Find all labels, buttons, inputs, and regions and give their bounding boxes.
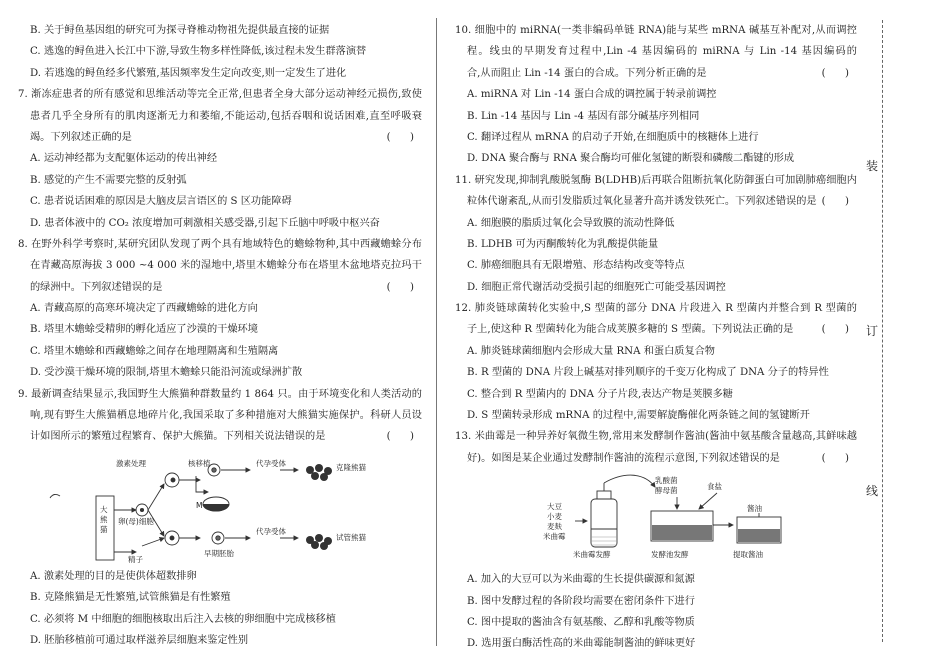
answer-paren: ( ) (821, 324, 849, 336)
q9-option-b: B. 克隆熊猫是无性繁殖,试管熊猫是有性繁殖 (30, 592, 231, 604)
q8-option-d: D. 受沙漠干燥环境的限制,塔里木蟾蜍只能沿河流或绿洲扩散 (30, 367, 303, 379)
q12-stem-line: 子上,使这种 R 型菌转化为能合成荚膜多糖的 S 型菌。下列说法正确的是 (467, 324, 794, 336)
q8-option-a: A. 青藏高原的高寒环境决定了西藏蟾蜍的进化方向 (30, 303, 258, 315)
q10-option-c: C. 翻译过程从 mRNA 的启动子开始,在细胞质中的核糖体上进行 (467, 131, 759, 143)
q7-stem-line: 患者几乎全身所有的肌肉逐渐无力和萎缩,不能运动,包括吞咽和说话困难,直至呼吸衰 (30, 110, 422, 122)
fig-label-clone: 克隆熊猫 (336, 462, 366, 472)
q12-option-c: C. 整合到 R 型菌内的 DNA 分子片段,表达产物是荚膜多糖 (467, 388, 733, 400)
q9-option-d: D. 胚胎移植前可通过取样滋养层细胞来鉴定性别 (30, 634, 249, 646)
panda-ear-icon (50, 494, 60, 498)
q12-option-a: A. 肺炎链球菌细胞内会形成大量 RNA 和蛋白质复合物 (467, 345, 715, 357)
fig-label-early-embryo: 早期胚胎 (204, 548, 234, 558)
q6-option-c: C. 逃逸的鲟鱼进入长江中下游,导致生物多样性降低,该过程未发生群落演替 (30, 46, 367, 58)
fig-label-oocyte: 卵(母)细胞 (118, 516, 154, 526)
fig-label-hormone: 激素处理 (116, 458, 146, 468)
fermenter-icon (591, 499, 617, 547)
q13-option-d: D. 选用蛋白酶活性高的米曲霉能制酱油的鲜味更好 (467, 638, 696, 650)
q8-stem-line: 的绿洲中。下列叙述错误的是 (30, 281, 163, 293)
q7-stem-last (18, 127, 422, 148)
q12-stem-last (455, 319, 857, 340)
fig-label-sperm: 精子 (128, 554, 143, 564)
fig-label-stage-3: 提取酱油 (733, 550, 763, 560)
fig-label-soy: 酱油 (747, 504, 762, 514)
q9-stem-line: 响,现有野生大熊猫栖息地碎片化,我国采取了多种措施对大熊猫实施保护。科研人员设 (30, 410, 422, 422)
q11-option-a: A. 细胞膜的脂质过氧化会导致膜的流动性降低 (467, 217, 675, 229)
q11-option-d: D. 细胞正常代谢活动受损引起的细胞死亡可能受基因调控 (467, 281, 726, 293)
q6-option-d: D. 若逃逸的鲟鱼经多代繁殖,基因频率发生定向改变,则一定发生了进化 (30, 67, 347, 79)
q7-option-c: C. 患者说话困难的原因是大脑皮层言语区的 S 区功能障碍 (30, 196, 292, 208)
binding-line (882, 20, 883, 642)
soy-liquid (738, 529, 780, 542)
q11-stem-line: 11. 研究发现,抑制乳酸脱氢酶 B(LDHB)后再联合阻断抗氧化防御蛋白可加剧肺癌细胞内 (455, 174, 857, 186)
q12-stem-line: 12. 肺炎链球菌转化实验中,S 型菌的部分 DNA 片段进入 R 型菌内并整合到 R 型菌的 (455, 303, 857, 315)
fig-label-stage-2: 发酵池发酵 (651, 550, 689, 560)
q13-figure (455, 469, 857, 569)
fig-label-raw-3: 麦麸 (547, 522, 562, 532)
q9-option-c: C. 必须将 M 中细胞的细胞核取出后注入去核的卵细胞中完成核移植 (30, 613, 336, 625)
q7-stem-line: 竭。下列叙述正确的是 (30, 131, 132, 143)
q10-option-b: B. Lin -14 基因与 Lin -4 基因有部分碱基序列相同 (467, 110, 700, 122)
q8-stem-line: 在青藏高原海拔 3 000 ~4 000 米的湿地中,塔里木蟾蜍分布在塔里木盆地塔克拉玛干 (30, 260, 422, 272)
q9-stem-line: 计如图所示的繁殖过程繁育、保护大熊猫。下列相关说法错误的是 (30, 431, 326, 443)
left-column (18, 20, 422, 651)
q11-option-b: B. LDHB 可为丙酮酸转化为乳酸提供能量 (467, 238, 659, 250)
fig-label-m: M (196, 500, 203, 510)
q10-stem-last (455, 63, 857, 84)
fig-label-ivf: 试管熊猫 (336, 532, 366, 542)
right-column (455, 20, 857, 655)
q12-option-d: D. S 型菌转录形成 mRNA 的过程中,需要解旋酶催化两条链之间的氢键断开 (467, 410, 810, 422)
q13-stem-line: 13. 米曲霉是一种异养好氧微生物,常用来发酵制作酱油(酱油中氨基酸含量越高,其鲜味越 (455, 431, 857, 443)
answer-paren: ( ) (821, 452, 849, 464)
fig-label-lactobacillus: 乳酸菌 (655, 476, 678, 486)
fig-label-raw-2: 小麦 (547, 512, 562, 522)
q7-option-b: B. 感觉的产生不需要完整的反射弧 (30, 174, 187, 186)
q7-stem-line: 7. 渐冻症患者的所有感觉和思维活动等完全正常,但患者全身大部分运动神经元损伤,致使 (18, 89, 422, 101)
margin-char-xian: 线 (866, 480, 878, 501)
margin-char-ding: 订 (866, 320, 878, 341)
q10-option-d: D. DNA 聚合酶与 RNA 聚合酶均可催化氢键的断裂和磷酸二酯键的形成 (467, 153, 795, 165)
q11-stem-last (455, 191, 857, 212)
q10-option-a: A. miRNA 对 Lin -14 蛋白合成的调控属于转录前调控 (467, 89, 717, 101)
soy-sauce-process-diagram (455, 469, 857, 569)
panda-breeding-diagram (18, 448, 422, 566)
q10-stem-line: 10. 细胞中的 miRNA(一类非编码单链 RNA)能与某些 mRNA 碱基互补配对,从而调控 (455, 25, 857, 36)
answer-paren: ( ) (821, 196, 849, 208)
q6-option-b: B. 关于鲟鱼基因组的研究可为探寻脊椎动物祖先提供最直接的证据 (30, 25, 330, 36)
column-divider (436, 18, 437, 646)
q10-stem-line: 合,从而阻止 Lin -14 蛋白的合成。下列分析正确的是 (467, 67, 707, 79)
q10-stem-line: 程。线虫的早期发育过程中,Lin -4 基因编码的 miRNA 与 Lin -14 基因编码的 (467, 46, 857, 58)
q13-option-c: C. 图中提取的酱油含有氨基酸、乙醇和乳酸等物质 (467, 616, 695, 628)
q13-stem-last (455, 448, 857, 469)
answer-paren: ( ) (386, 131, 414, 143)
q9-figure (18, 448, 422, 566)
margin-char-zhuang: 装 (866, 155, 878, 176)
q13-stem-line: 好)。如图是某企业通过发酵制作酱油的流程示意图,下列叙述错误的是 (467, 452, 780, 464)
answer-paren: ( ) (821, 67, 849, 79)
q11-option-c: C. 肺癌细胞具有无限增殖、形态结构改变等特点 (467, 260, 685, 272)
fig-label-nuclear: 核移植 (188, 458, 211, 468)
q8-stem-last (18, 277, 422, 298)
q8-option-c: C. 塔里木蟾蜍和西藏蟾蜍之间存在地理隔离和生殖隔离 (30, 345, 279, 357)
q8-option-b: B. 塔里木蟾蜍受精卵的孵化适应了沙漠的干燥环境 (30, 324, 258, 336)
fig-label-surrogate-1: 代孕受体 (256, 458, 286, 468)
fig-label-raw-1: 大豆 (547, 502, 562, 512)
answer-paren: ( ) (386, 281, 414, 293)
q7-option-a: A. 运动神经都为支配躯体运动的传出神经 (30, 153, 218, 165)
answer-paren: ( ) (386, 431, 414, 443)
q13-option-a: A. 加入的大豆可以为米曲霉的生长提供碳源和氮源 (467, 574, 695, 586)
q7-option-d: D. 患者体液中的 CO₂ 浓度增加可刺激相关感受器,引起下丘脑中呼吸中枢兴奋 (30, 217, 380, 229)
fermentation-liquid (652, 525, 712, 540)
fig-label-raw-4: 米曲霉 (543, 532, 566, 542)
q13-option-b: B. 图中发酵过程的各阶段均需要在密闭条件下进行 (467, 595, 695, 607)
q9-stem-line: 9. 最新调查结果显示,我国野生大熊猫种群数量约 1 864 只。由于环境变化和人类活动的 (18, 388, 422, 400)
fig-label-yeast: 酵母菌 (655, 486, 678, 496)
q9-stem-last (18, 426, 422, 447)
fig-label-panda: 大熊猫 (100, 504, 108, 534)
q8-stem-line: 8. 在野外科学考察时,某研究团队发现了两个具有地域特色的蟾蜍物种,其中西藏蟾蜍分布 (18, 238, 422, 250)
q11-stem-line: 粒体代谢紊乱,从而引发脂质过氧化显著升高并诱发铁死亡。下列叙述错误的是 (467, 196, 817, 208)
q9-option-a: A. 激素处理的目的是使供体超数排卵 (30, 570, 197, 582)
fig-label-salt: 食盐 (707, 482, 722, 492)
fig-label-surrogate-2: 代孕受体 (256, 526, 286, 536)
fig-label-stage-1: 米曲霉发酵 (573, 550, 611, 560)
q12-option-b: B. R 型菌的 DNA 片段上碱基对排列顺序的千变万化构成了 DNA 分子的特异性 (467, 367, 829, 379)
